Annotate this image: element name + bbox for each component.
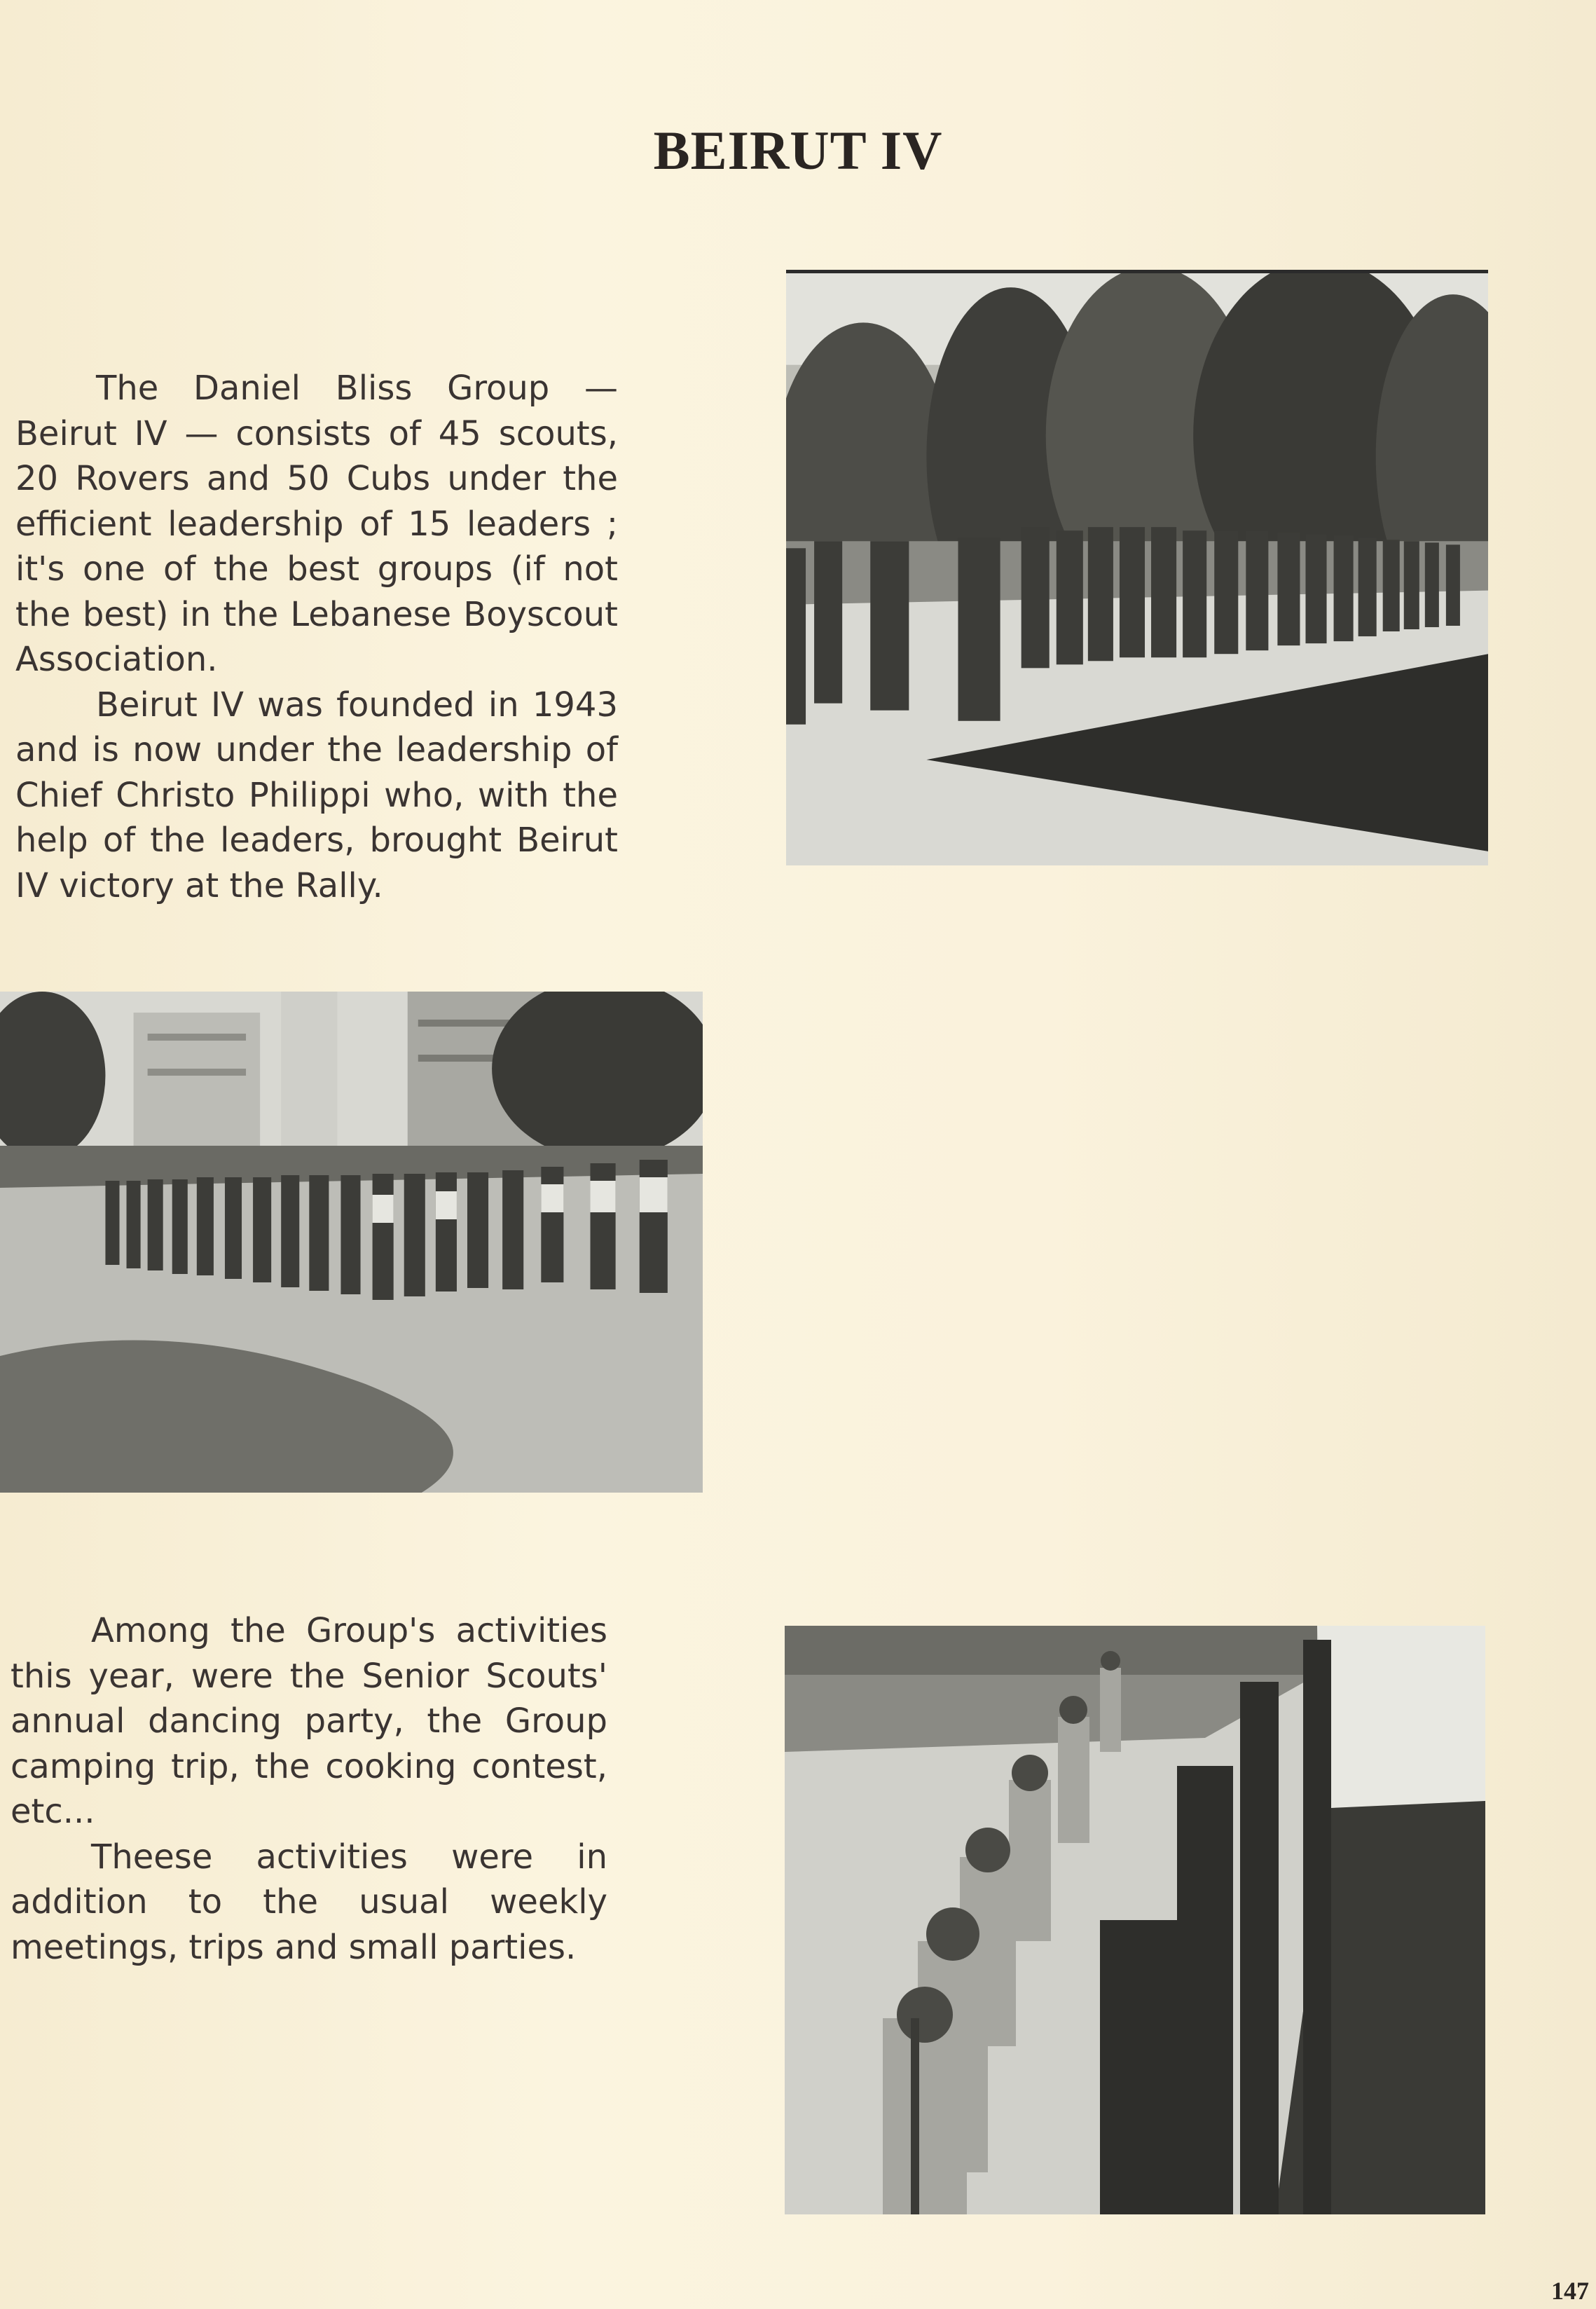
intro-paragraph: The Daniel Bliss Group — Beirut IV — consists of 45 scouts, 20 Rovers and 50 Cubs under the efficient leadership of 15 leaders ; it's one of the best groups (if not the best) in the Lebanese Boyscout Association. (15, 369, 618, 679)
photo-scouts-yard-buildings (0, 992, 703, 1493)
activities-paragraph: Among the Group's activities this year, were the Senior Scouts' annual dancing party, the Group camping trip, the cooking contest, etc... (11, 1611, 607, 1831)
photo-scouts-columns (785, 1626, 1485, 2214)
page-title: BEIRUT IV (653, 120, 943, 181)
page-number: 147 (1551, 2277, 1589, 2305)
activities-paragraph: Theese activities were in addition to the usual weekly meetings, trips and small parties. (11, 1837, 607, 1967)
photo-scouts-lineup-trees (786, 270, 1488, 865)
intro-paragraph: Beirut IV was founded in 1943 and is now under the leadership of Chief Christo Philippi who, with the help of the leaders, brought Beirut IV victory at the Rally. (15, 685, 618, 905)
intro-text (15, 366, 618, 908)
activities-text (11, 1608, 607, 1970)
